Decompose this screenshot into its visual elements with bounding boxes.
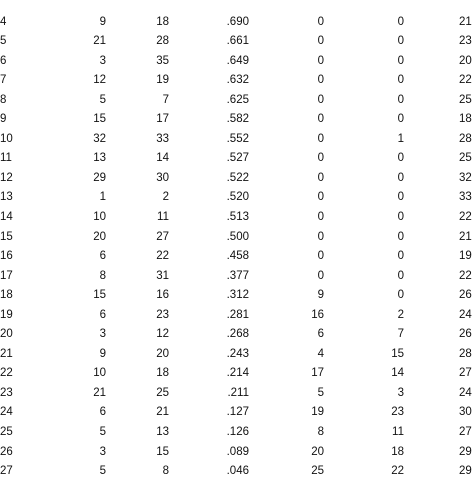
table-cell: 27: [459, 367, 472, 380]
table-cell: 18: [391, 445, 404, 458]
table-cell: 0: [397, 113, 404, 126]
table-cell: 27: [0, 465, 13, 478]
table-cell: 8: [0, 93, 7, 106]
table-cell: 6: [0, 54, 7, 67]
table-cell: .127: [226, 406, 249, 419]
table-cell: 29: [459, 445, 472, 458]
table-cell: 11: [157, 211, 169, 224]
table-cell: 16: [156, 289, 169, 302]
table-cell: 24: [459, 308, 472, 321]
table-cell: 0: [317, 250, 324, 263]
table-cell: .690: [226, 15, 249, 28]
table-cell: 21: [93, 386, 106, 399]
table-cell: 0: [397, 250, 404, 263]
table-cell: 25: [311, 465, 324, 478]
table-cell: 5: [99, 426, 106, 439]
table-cell: 22: [459, 269, 472, 282]
table-row: [0, 169, 474, 189]
table-cell: 26: [459, 289, 472, 302]
table-cell: 18: [156, 367, 169, 380]
table-cell: 0: [397, 74, 404, 87]
table-cell: 5: [99, 93, 106, 106]
table-cell: 0: [397, 152, 404, 165]
table-cell: 15: [93, 289, 106, 302]
table-cell: 27: [156, 230, 169, 243]
table-row: [0, 188, 474, 208]
table-cell: 15: [93, 113, 106, 126]
table-cell: 0: [317, 74, 324, 87]
table-cell: 18: [156, 15, 169, 28]
table-cell: .458: [226, 250, 249, 263]
table-row: [0, 306, 474, 326]
table-row: [0, 443, 474, 463]
table-cell: 16: [311, 308, 324, 321]
table-cell: .243: [226, 347, 249, 360]
table-cell: 25: [156, 386, 169, 399]
table-row: [0, 462, 474, 482]
table-cell: 31: [156, 269, 169, 282]
table-cell: 10: [93, 211, 106, 224]
table-cell: 22: [0, 367, 13, 380]
table-cell: 11: [0, 152, 12, 165]
table-cell: 14: [156, 152, 169, 165]
table-row: [0, 228, 474, 248]
table-cell: 23: [156, 308, 169, 321]
table-cell: 24: [0, 406, 13, 419]
table-cell: 19: [311, 406, 324, 419]
table-cell: .552: [226, 132, 249, 145]
table-cell: 2: [397, 308, 404, 321]
table-row: [0, 52, 474, 72]
table-cell: 0: [397, 269, 404, 282]
table-cell: 0: [317, 93, 324, 106]
table-cell: 28: [156, 35, 169, 48]
table-cell: 0: [317, 54, 324, 67]
table-cell: 10: [93, 367, 106, 380]
table-row: [0, 286, 474, 306]
table-cell: 23: [391, 406, 404, 419]
table-cell: 0: [397, 211, 404, 224]
table-row: [0, 364, 474, 384]
table-cell: 0: [397, 35, 404, 48]
table-cell: 1: [397, 132, 404, 145]
table-cell: 17: [0, 269, 13, 282]
table-cell: 25: [459, 93, 472, 106]
table-cell: 14: [0, 211, 13, 224]
table-cell: 8: [317, 426, 324, 439]
table-cell: 0: [397, 289, 404, 302]
table-cell: 28: [459, 347, 472, 360]
table-cell: .632: [226, 74, 249, 87]
table-row: [0, 325, 474, 345]
table-cell: 5: [99, 465, 106, 478]
table-cell: 13: [0, 191, 13, 204]
table-cell: 0: [397, 171, 404, 184]
table-row: [0, 345, 474, 365]
table-cell: 19: [459, 250, 472, 263]
table-cell: 29: [459, 465, 472, 478]
table-cell: 35: [156, 54, 169, 67]
table-cell: 21: [459, 230, 472, 243]
table-cell: 32: [459, 171, 472, 184]
table-cell: 15: [0, 230, 13, 243]
table-cell: .500: [226, 230, 249, 243]
table-cell: 6: [99, 308, 106, 321]
table-cell: 4: [0, 15, 7, 28]
table-cell: 18: [459, 113, 472, 126]
table-cell: 19: [0, 308, 13, 321]
table-cell: 21: [0, 347, 13, 360]
table-cell: 12: [0, 171, 13, 184]
table-cell: 0: [397, 54, 404, 67]
table-cell: 17: [156, 113, 169, 126]
table-row: [0, 403, 474, 423]
table-cell: .211: [227, 386, 249, 399]
table-cell: 3: [99, 445, 106, 458]
table-cell: .625: [226, 93, 249, 106]
table-cell: 0: [317, 191, 324, 204]
table-cell: 8: [99, 269, 106, 282]
table-row: [0, 13, 474, 33]
table-cell: 20: [93, 230, 106, 243]
table-cell: 26: [459, 328, 472, 341]
table-cell: 24: [459, 386, 472, 399]
table-row: [0, 130, 474, 150]
table-cell: 33: [156, 132, 169, 145]
table-cell: .661: [226, 35, 249, 48]
table-cell: 30: [156, 171, 169, 184]
table-cell: 28: [459, 132, 472, 145]
table-cell: .377: [226, 269, 249, 282]
table-cell: 27: [459, 426, 472, 439]
table-cell: 0: [317, 230, 324, 243]
table-cell: 22: [391, 465, 404, 478]
table-cell: 3: [99, 54, 106, 67]
table-cell: 0: [317, 152, 324, 165]
table-cell: 18: [0, 289, 13, 302]
table-cell: .312: [226, 289, 249, 302]
table-cell: 26: [0, 445, 13, 458]
table-cell: 20: [0, 328, 13, 341]
table-cell: 14: [391, 367, 404, 380]
table-cell: 22: [459, 211, 472, 224]
table-cell: 9: [317, 289, 324, 302]
table-cell: 3: [99, 328, 106, 341]
table-row: [0, 71, 474, 91]
table-cell: 30: [459, 406, 472, 419]
table-cell: 21: [93, 35, 106, 48]
table-cell: 0: [397, 230, 404, 243]
table-cell: 7: [397, 328, 404, 341]
table-row: [0, 423, 474, 443]
table-cell: 19: [156, 74, 169, 87]
table-cell: 33: [459, 191, 472, 204]
table-cell: 0: [317, 211, 324, 224]
table-cell: 12: [93, 74, 106, 87]
table-cell: 25: [0, 426, 13, 439]
table-cell: 13: [93, 152, 106, 165]
table-cell: 22: [459, 74, 472, 87]
table-cell: 25: [459, 152, 472, 165]
table-cell: 5: [0, 35, 7, 48]
table-cell: .268: [226, 328, 249, 341]
table-row: [0, 267, 474, 287]
table-row: [0, 247, 474, 267]
table-cell: 15: [156, 445, 169, 458]
table-cell: .522: [226, 171, 249, 184]
table-row: [0, 384, 474, 404]
table-row: [0, 32, 474, 52]
table-row: [0, 110, 474, 130]
table-cell: 7: [162, 93, 169, 106]
table-cell: 0: [397, 93, 404, 106]
table-cell: 32: [93, 132, 106, 145]
table-cell: 0: [317, 15, 324, 28]
table-cell: .582: [226, 113, 249, 126]
table-cell: 20: [156, 347, 169, 360]
table-cell: .281: [226, 308, 249, 321]
table-cell: 13: [156, 426, 169, 439]
table-cell: 3: [397, 386, 404, 399]
table-cell: 21: [459, 15, 472, 28]
table-cell: .520: [226, 191, 249, 204]
table-cell: 1: [99, 191, 106, 204]
table-cell: 5: [317, 386, 324, 399]
table-cell: 0: [397, 15, 404, 28]
table-cell: 23: [459, 35, 472, 48]
table-cell: 17: [311, 367, 324, 380]
table-cell: 12: [156, 328, 169, 341]
table-cell: 2: [162, 191, 169, 204]
table-cell: 20: [459, 54, 472, 67]
table-cell: 0: [317, 269, 324, 282]
table-cell: .214: [226, 367, 249, 380]
table-cell: 22: [156, 250, 169, 263]
table-cell: 9: [99, 347, 106, 360]
table-row: [0, 149, 474, 169]
table-cell: 10: [0, 132, 13, 145]
table-cell: 16: [0, 250, 13, 263]
table-cell: 8: [162, 465, 169, 478]
table-cell: 6: [99, 250, 106, 263]
table-cell: 0: [317, 113, 324, 126]
table-cell: 7: [0, 74, 7, 87]
table-cell: .513: [226, 211, 249, 224]
table-cell: 9: [0, 113, 7, 126]
table-cell: .089: [226, 445, 249, 458]
table-cell: 20: [311, 445, 324, 458]
table-cell: 6: [317, 328, 324, 341]
table-row: [0, 0, 474, 13]
table-cell: 0: [317, 35, 324, 48]
table-cell: 23: [0, 386, 13, 399]
table-cell: 21: [156, 406, 169, 419]
table-cell: .649: [226, 54, 249, 67]
table-cell: 11: [392, 426, 404, 439]
table-cell: 29: [93, 171, 106, 184]
table-cell: 0: [317, 132, 324, 145]
table-cell: 0: [397, 191, 404, 204]
table-cell: 15: [391, 347, 404, 360]
table-cell: 6: [99, 406, 106, 419]
table-cell: 9: [99, 15, 106, 28]
table-cell: .527: [226, 152, 249, 165]
table-cell: 0: [317, 171, 324, 184]
table-cell: .126: [226, 426, 249, 439]
table-row: [0, 208, 474, 228]
table-cell: .046: [226, 465, 249, 478]
table-row: [0, 91, 474, 111]
table-cell: 4: [317, 347, 324, 360]
